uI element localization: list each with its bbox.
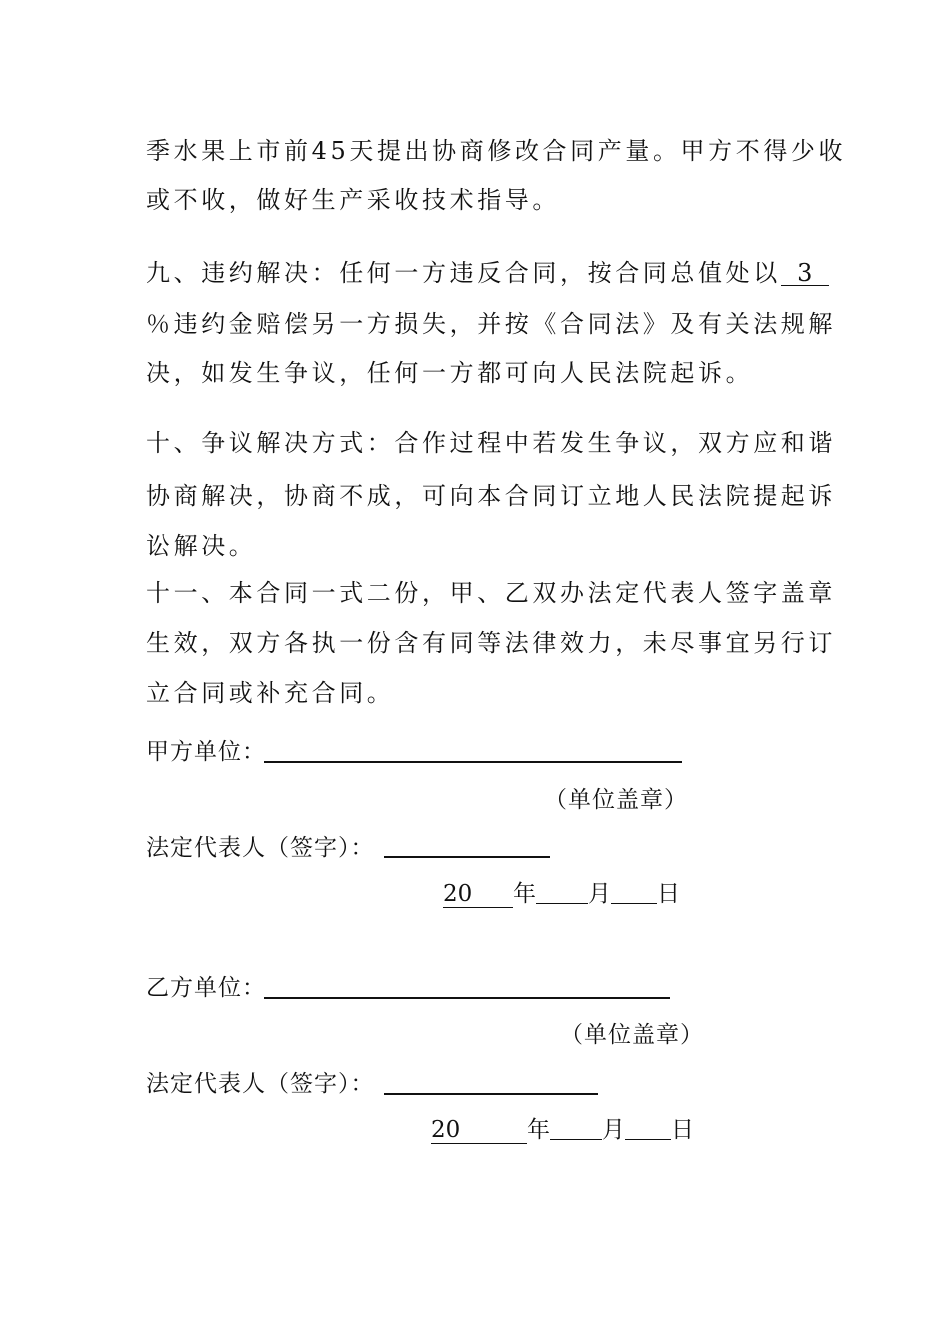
- party-a-seal-note: （单位盖章）: [544, 787, 688, 813]
- party-b-signature-field[interactable]: [384, 1093, 598, 1095]
- clause-11-line-1: 十一、本合同一式二份，甲、乙双办法定代表人签字盖章: [146, 579, 836, 607]
- party-a-signature-field[interactable]: [384, 856, 550, 858]
- party-a-date: [443, 879, 680, 909]
- party-a-month-field[interactable]: [536, 881, 588, 904]
- party-a-unit-label: 甲方单位：: [146, 739, 266, 765]
- clause-9-text: 九、违约解决：任何一方违反合同，按合同总值处以: [146, 259, 781, 287]
- month-label: 月: [588, 881, 611, 907]
- clause-9-line-3: 决，如发生争议，任何一方都可向人民法院起诉。: [146, 359, 754, 387]
- party-a-unit-field[interactable]: [264, 761, 682, 763]
- clause-9-line-1: [146, 258, 829, 288]
- year-label: 年: [513, 881, 536, 907]
- clause-9-line-2: ％违约金赔偿另一方损失，并按《合同法》及有关法规解: [146, 310, 836, 338]
- clause-10-line-1: 十、争议解决方式：合作过程中若发生争议，双方应和谐: [146, 429, 836, 457]
- clause-10-line-2: 协商解决，协商不成，可向本合同订立地人民法院提起诉: [146, 482, 836, 510]
- clause-8-line-2: 或不收，做好生产采收技术指导。: [146, 186, 560, 214]
- clause-11-line-2: 生效，双方各执一份含有同等法律效力，未尽事宜另行订: [146, 629, 836, 657]
- party-b-unit-label: 乙方单位：: [146, 975, 266, 1001]
- clause-11-line-3: 立合同或补充合同。: [146, 679, 395, 707]
- party-a-year-field[interactable]: 20: [443, 881, 513, 908]
- year-label: 年: [527, 1117, 550, 1143]
- party-b-day-field[interactable]: [625, 1117, 671, 1140]
- day-label: 日: [657, 881, 680, 907]
- party-b-date: [431, 1115, 694, 1145]
- party-b-year-field[interactable]: 20: [431, 1117, 527, 1144]
- party-b-month-field[interactable]: [550, 1117, 602, 1140]
- party-a-day-field[interactable]: [611, 881, 657, 904]
- party-b-seal-note: （单位盖章）: [560, 1022, 704, 1048]
- day-label: 日: [671, 1117, 694, 1143]
- party-b-rep-label: 法定代表人（签字）：: [146, 1071, 375, 1097]
- party-a-rep-label: 法定代表人（签字）：: [146, 835, 375, 861]
- party-b-unit-field[interactable]: [264, 997, 670, 999]
- penalty-rate-blank: 3: [781, 261, 829, 286]
- month-label: 月: [602, 1117, 625, 1143]
- clause-10-line-3: 讼解决。: [146, 532, 257, 560]
- clause-8-line-1: 季水果上市前45天提出协商修改合同产量。甲方不得少收: [146, 137, 847, 165]
